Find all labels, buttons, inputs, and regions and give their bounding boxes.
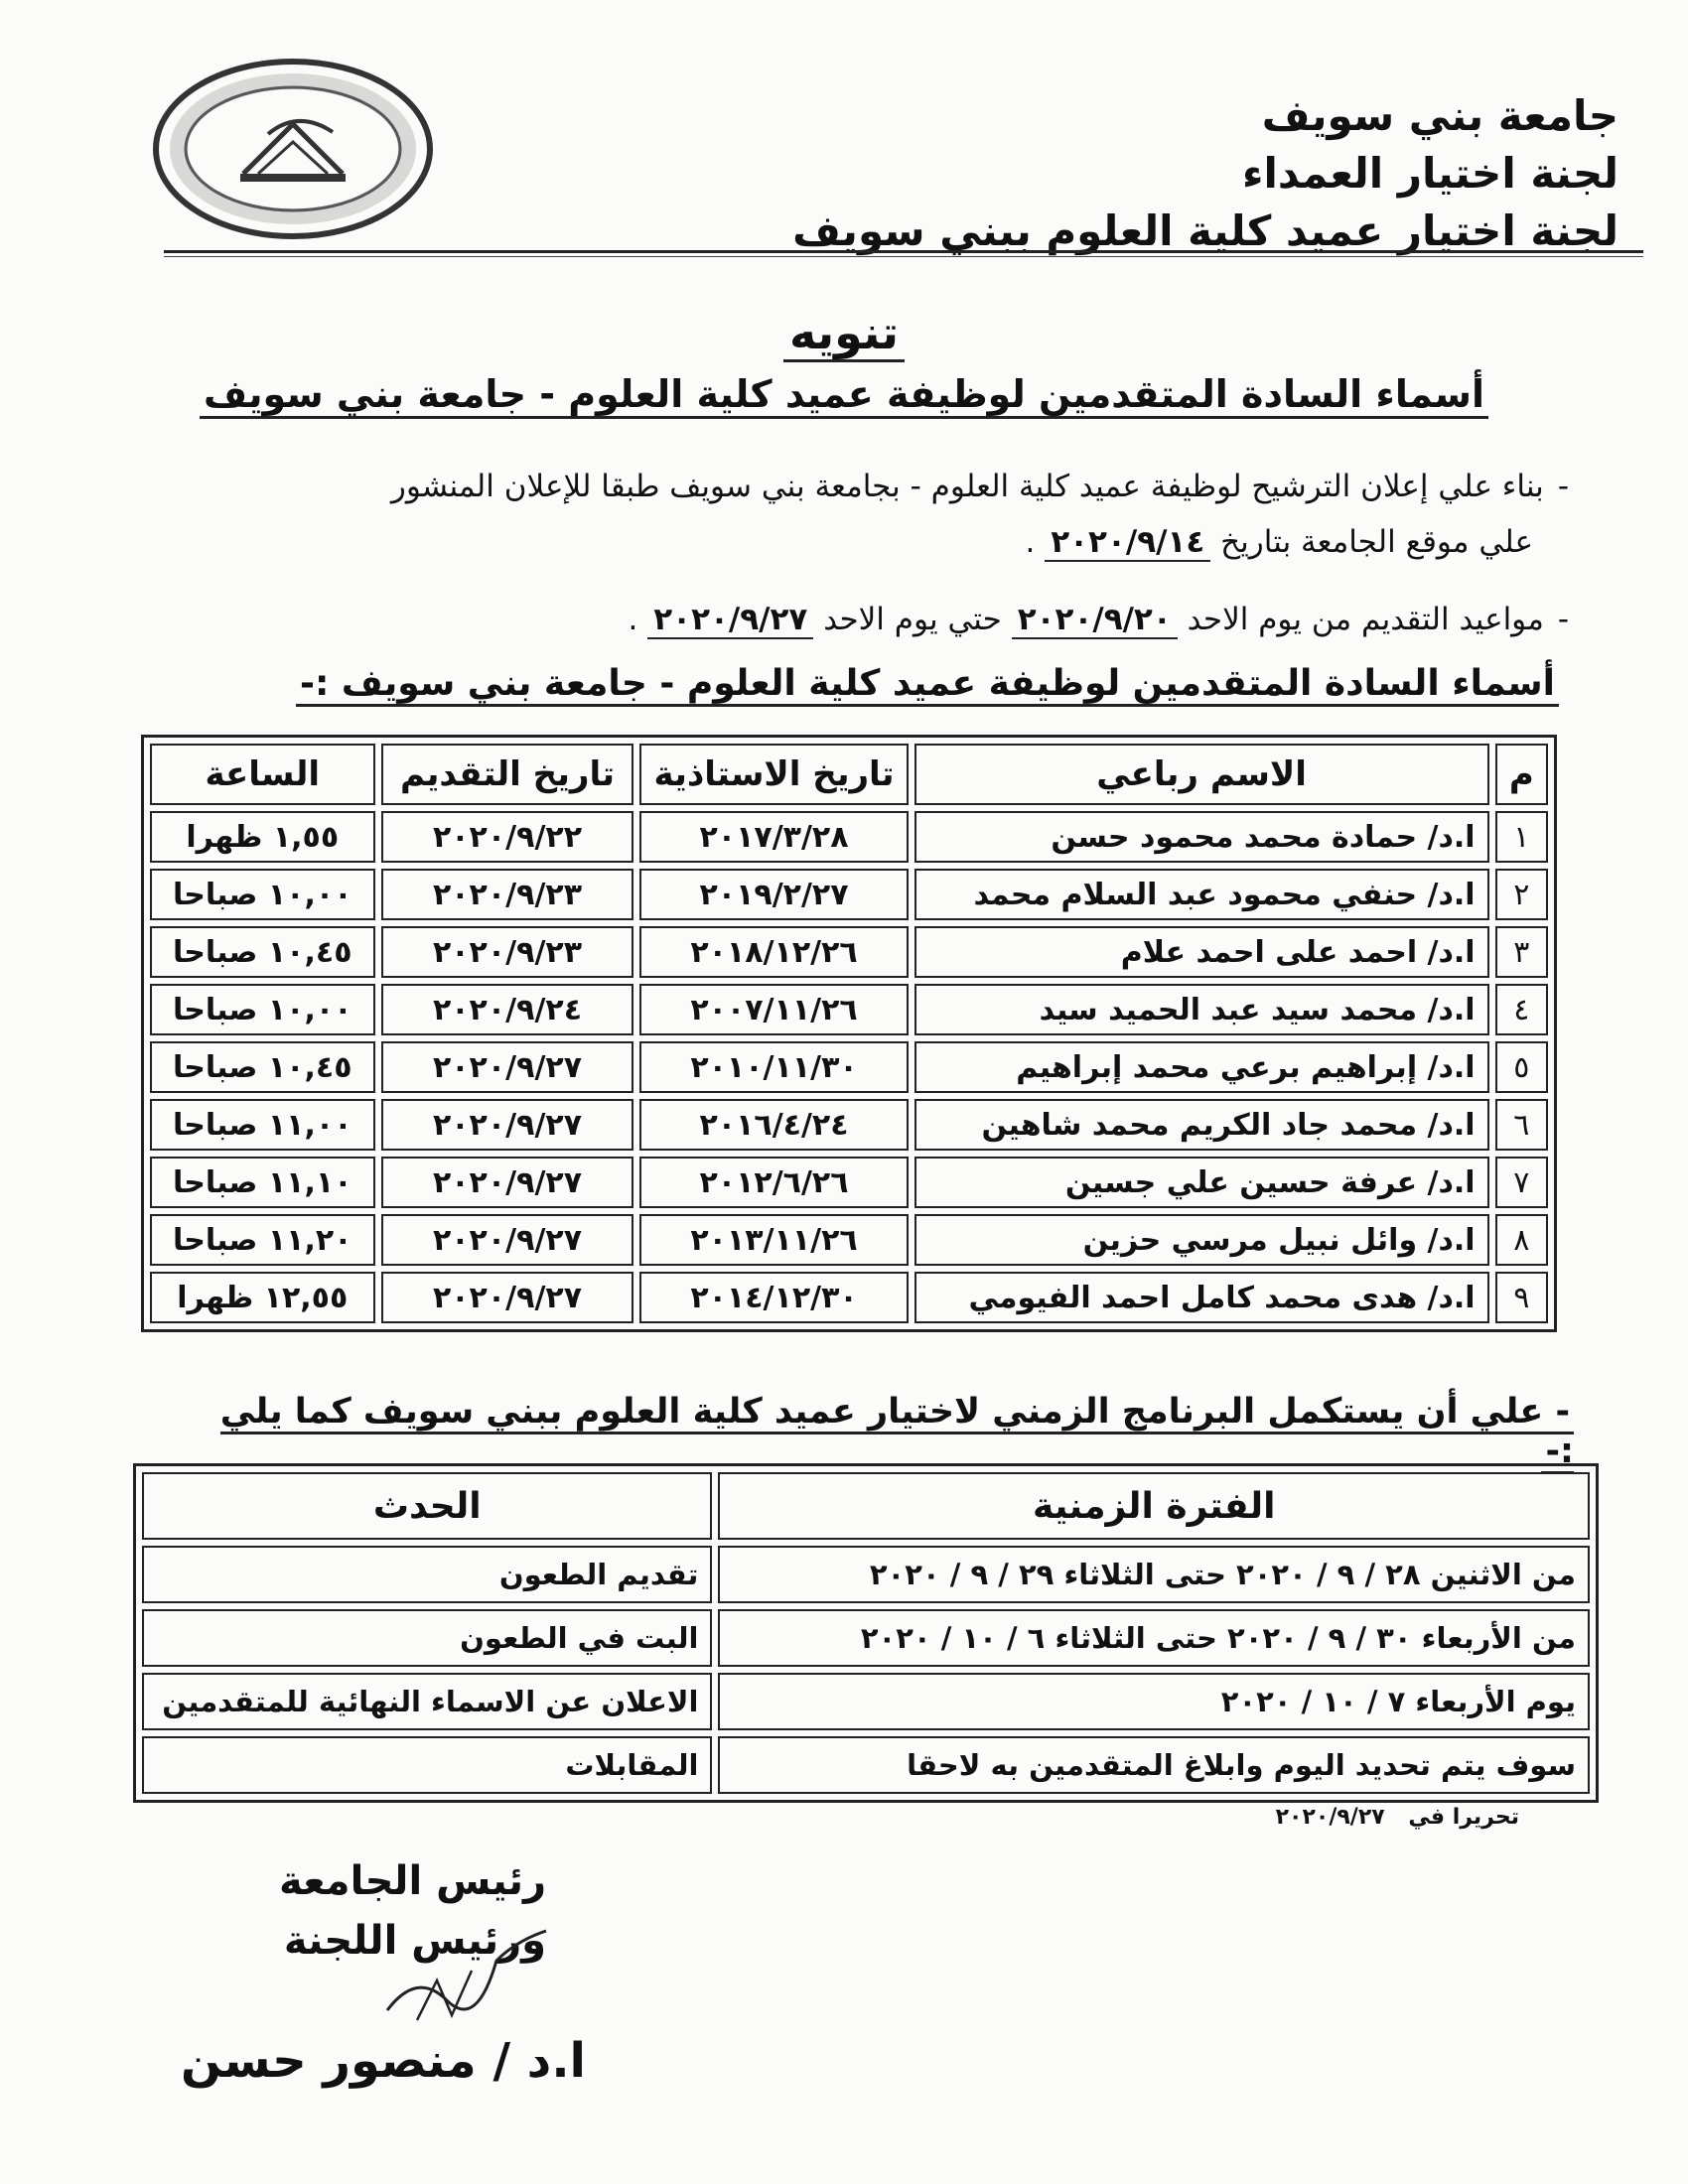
schedule-period: من الاثنين ٢٨ / ٩ / ٢٠٢٠ حتى الثلاثاء ٢٩ / ٩ / ٢٠٢٠ — [718, 1546, 1590, 1603]
applicant-name: ا.د/ احمد على احمد علام — [914, 926, 1489, 978]
applicants-table-header — [150, 744, 1548, 805]
schedule-event: تقديم الطعون — [142, 1546, 712, 1603]
application-time: ١٢,٥٥ ظهرا — [150, 1272, 375, 1323]
applicant-name: ا.د/ حمادة محمد محمود حسن — [914, 811, 1489, 863]
schedule-period: يوم الأربعاء ٧ / ١٠ / ٢٠٢٠ — [718, 1673, 1590, 1730]
schedule-event: البت في الطعون — [142, 1609, 712, 1667]
row-number: ٤ — [1495, 984, 1548, 1035]
application-date: ٢٠٢٠/٩/٢٤ — [381, 984, 634, 1035]
announcement-date: ٢٠٢٠/٩/١٤ — [1045, 524, 1210, 562]
applicants-heading-text: أسماء السادة المتقدمين لوظيفة عميد كلية العلوم - جامعة بني سويف :- — [296, 663, 1559, 707]
notice-title-text: تنويه — [783, 306, 905, 362]
written-on-label: تحريرا في — [1408, 1805, 1519, 1830]
application-end-label: حتي يوم الاحد — [823, 602, 1002, 637]
row-number: ٢ — [1495, 869, 1548, 920]
row-number: ٩ — [1495, 1272, 1548, 1323]
application-time: ١٠,٤٥ صباحا — [150, 926, 375, 978]
schedule-event: الاعلان عن الاسماء النهائية للمتقدمين — [142, 1673, 712, 1730]
schedule-heading — [184, 1392, 1574, 1471]
announcement-line-2: علي موقع الجامعة بتاريخ ٢٠٢٠/٩/١٤ . — [1025, 524, 1533, 560]
header-divider — [164, 250, 1643, 253]
announcement-paragraph — [139, 459, 1569, 570]
schedule-heading-text: - علي أن يستكمل البرنامج الزمني لاختيار عميد كلية العلوم ببني سويف كما يلي :- — [220, 1392, 1574, 1474]
table-row — [142, 1609, 1590, 1667]
applicant-name: ا.د/ حنفي محمود عبد السلام محمد — [914, 869, 1489, 920]
notice-subtitle — [0, 372, 1688, 416]
table-row — [142, 1546, 1590, 1603]
application-date: ٢٠٢٠/٩/٢٧ — [381, 1099, 634, 1151]
application-time: ١١,٠٠ صباحا — [150, 1099, 375, 1151]
application-date: ٢٠٢٠/٩/٢٣ — [381, 869, 634, 920]
handwritten-signature — [377, 1911, 576, 2040]
col-application-date: تاريخ التقديم — [381, 744, 634, 805]
table-row — [142, 1736, 1590, 1794]
committee-name: لجنة اختيار العمداء — [1242, 149, 1618, 198]
professorship-date: ٢٠١٨/١٢/٢٦ — [639, 926, 908, 978]
professorship-date: ٢٠١٢/٦/٢٦ — [639, 1157, 908, 1208]
table-row — [150, 1041, 1548, 1093]
table-row — [150, 811, 1548, 863]
announcement-line-1: -بناء علي إعلان الترشيح لوظيفة عميد كلية العلوم - بجامعة بني سويف طبقا للإعلان المنشور — [390, 469, 1569, 504]
applicant-name: ا.د/ إبراهيم برعي محمد إبراهيم — [914, 1041, 1489, 1093]
applicant-name: ا.د/ عرفة حسين علي جسين — [914, 1157, 1489, 1208]
application-date: ٢٠٢٠/٩/٢٧ — [381, 1157, 634, 1208]
col-professorship-date: تاريخ الاستاذية — [639, 744, 908, 805]
letterhead — [745, 87, 1618, 260]
table-row — [150, 869, 1548, 920]
professorship-date: ٢٠١٩/٢/٢٧ — [639, 869, 908, 920]
announcement-text-a: بناء علي إعلان الترشيح لوظيفة عميد كلية العلوم - بجامعة بني سويف طبقا للإعلان المنشور — [390, 469, 1544, 504]
university-logo — [149, 55, 437, 243]
schedule-table-header — [142, 1472, 1590, 1540]
applicant-name: ا.د/ محمد جاد الكريم محمد شاهين — [914, 1099, 1489, 1151]
application-start-label: مواعيد التقديم من يوم الاحد — [1187, 602, 1544, 637]
professorship-date: ٢٠١٣/١١/٢٦ — [639, 1214, 908, 1266]
application-time: ١١,٢٠ صباحا — [150, 1214, 375, 1266]
table-row — [150, 1157, 1548, 1208]
applicant-name: ا.د/ محمد سيد عبد الحميد سيد — [914, 984, 1489, 1035]
table-row — [150, 984, 1548, 1035]
schedule-table — [133, 1463, 1599, 1803]
row-number: ٧ — [1495, 1157, 1548, 1208]
university-name: جامعة بني سويف — [1261, 91, 1618, 140]
applicants-table — [141, 735, 1557, 1332]
announcement-text-b: علي موقع الجامعة بتاريخ — [1220, 524, 1533, 560]
schedule-period: من الأربعاء ٣٠ / ٩ / ٢٠٢٠ حتى الثلاثاء ٦ / ١٠ / ٢٠٢٠ — [718, 1609, 1590, 1667]
applicant-name: ا.د/ وائل نبيل مرسي حزين — [914, 1214, 1489, 1266]
notice-subtitle-text: أسماء السادة المتقدمين لوظيفة عميد كلية العلوم - جامعة بني سويف — [200, 372, 1488, 419]
professorship-date: ٢٠١٠/١١/٣٠ — [639, 1041, 908, 1093]
signatory-name: ا.د / منصور حسن — [181, 2033, 586, 2089]
application-date: ٢٠٢٠/٩/٢٣ — [381, 926, 634, 978]
schedule-event: المقابلات — [142, 1736, 712, 1794]
application-start-date: ٢٠٢٠/٩/٢٠ — [1012, 602, 1178, 639]
notice-title — [0, 306, 1688, 359]
row-number: ٦ — [1495, 1099, 1548, 1151]
application-dates-paragraph: -مواعيد التقديم من يوم الاحد ٢٠٢٠/٩/٢٠ حتي يوم الاحد ٢٠٢٠/٩/٢٧ . — [628, 602, 1569, 637]
table-row — [150, 926, 1548, 978]
table-row — [142, 1673, 1590, 1730]
col-period: الفترة الزمنية — [718, 1472, 1590, 1540]
application-date: ٢٠٢٠/٩/٢٧ — [381, 1272, 634, 1323]
application-time: ١٠,٤٥ صباحا — [150, 1041, 375, 1093]
application-date: ٢٠٢٠/٩/٢٧ — [381, 1041, 634, 1093]
row-number: ١ — [1495, 811, 1548, 863]
col-time: الساعة — [150, 744, 375, 805]
application-time: ١٠,٠٠ صباحا — [150, 869, 375, 920]
professorship-date: ٢٠١٤/١٢/٣٠ — [639, 1272, 908, 1323]
table-row — [150, 1214, 1548, 1266]
sub-committee-name: لجنة اختيار عميد كلية العلوم ببني سويف — [792, 206, 1618, 255]
signatory-title: رئيس الجامعة — [278, 1858, 546, 1904]
signatory-title-2: ورئيس اللجنة — [283, 1918, 546, 1964]
application-time: ١٠,٠٠ صباحا — [150, 984, 375, 1035]
header-divider-thin — [164, 256, 1643, 257]
application-date: ٢٠٢٠/٩/٢٢ — [381, 811, 634, 863]
applicants-heading — [169, 663, 1559, 704]
row-number: ٨ — [1495, 1214, 1548, 1266]
written-on-date: ٢٠٢٠/٩/٢٧ — [1275, 1805, 1385, 1830]
col-name: الاسم رباعي — [914, 744, 1489, 805]
written-on — [1276, 1805, 1519, 1830]
table-row — [150, 1272, 1548, 1323]
application-time: ١,٥٥ ظهرا — [150, 811, 375, 863]
professorship-date: ٢٠١٦/٤/٢٤ — [639, 1099, 908, 1151]
application-date: ٢٠٢٠/٩/٢٧ — [381, 1214, 634, 1266]
row-number: ٣ — [1495, 926, 1548, 978]
professorship-date: ٢٠١٧/٣/٢٨ — [639, 811, 908, 863]
professorship-date: ٢٠٠٧/١١/٢٦ — [639, 984, 908, 1035]
col-event: الحدث — [142, 1472, 712, 1540]
application-time: ١١,١٠ صباحا — [150, 1157, 375, 1208]
applicant-name: ا.د/ هدى محمد كامل احمد الفيومي — [914, 1272, 1489, 1323]
row-number: ٥ — [1495, 1041, 1548, 1093]
col-number: م — [1495, 744, 1548, 805]
schedule-period: سوف يتم تحديد اليوم وابلاغ المتقدمين به لاحقا — [718, 1736, 1590, 1794]
application-end-date: ٢٠٢٠/٩/٢٧ — [647, 602, 813, 639]
table-row — [150, 1099, 1548, 1151]
